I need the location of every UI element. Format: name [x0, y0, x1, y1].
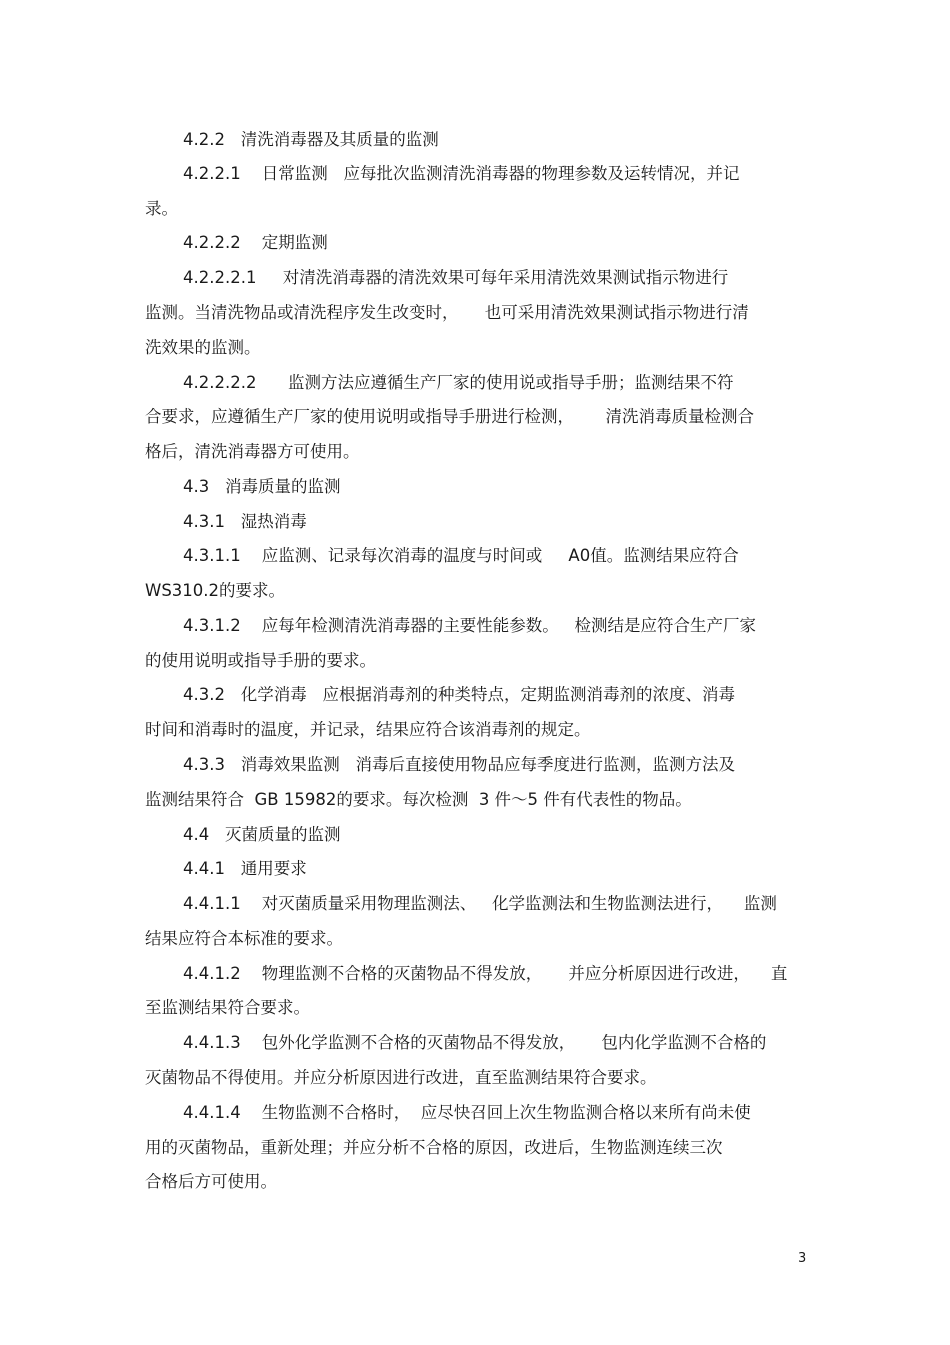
paragraph-line: 时间和消毒时的温度，并记录，结果应符合该消毒剂的规定。: [145, 720, 591, 739]
paragraph-line: 4.4.1.4 生物监测不合格时， 应尽快召回上次生物监测合格以来所有尚未使: [183, 1103, 751, 1122]
paragraph-line: 至监测结果符合要求。: [145, 998, 310, 1017]
heading-4-3: 4.3 消毒质量的监测: [183, 477, 341, 496]
paragraph-line: 4.3.1.1 应监测、记录每次消毒的温度与时间或 A0值。监测结果应符合: [183, 546, 739, 565]
paragraph-line: 的使用说明或指导手册的要求。: [145, 651, 376, 670]
paragraph-line: 4.3.1.2 应每年检测清洗消毒器的主要性能参数。 检测结是应符合生产厂家: [183, 616, 756, 635]
heading-4-4: 4.4 灭菌质量的监测: [183, 825, 341, 844]
heading-4-3-1: 4.3.1 湿热消毒: [183, 512, 307, 531]
paragraph-line: 录。: [145, 199, 178, 218]
paragraph-line: 用的灭菌物品，重新处理；并应分析不合格的原因，改进后，生物监测连续三次: [145, 1138, 723, 1157]
paragraph-line: 洗效果的监测。: [145, 338, 261, 357]
paragraph-line: WS310.2的要求。: [145, 581, 286, 600]
paragraph-line: 4.4.1.2 物理监测不合格的灭菌物品不得发放， 并应分析原因进行改进， 直: [183, 964, 788, 983]
heading-4-4-1: 4.4.1 通用要求: [183, 859, 307, 878]
page-number: 3: [798, 1251, 807, 1266]
paragraph-line: 监测。当清洗物品或清洗程序发生改变时， 也可采用清洗效果测试指示物进行清: [145, 303, 749, 322]
paragraph-line: 灭菌物品不得使用。并应分析原因进行改进，直至监测结果符合要求。: [145, 1068, 657, 1087]
heading-4-2-2: 4.2.2 清洗消毒器及其质量的监测: [183, 130, 439, 149]
paragraph-line: 监测结果符合 GB 15982的要求。每次检测 3 件～5 件有代表性的物品。: [145, 790, 692, 809]
heading-4-2-2-2: 4.2.2.2 定期监测: [183, 233, 328, 252]
paragraph-line: 4.2.2.2.2 监测方法应遵循生产厂家的使用说或指导手册；监测结果不符: [183, 373, 734, 392]
paragraph-line: 4.2.2.2.1 对清洗消毒器的清洗效果可每年采用清洗效果测试指示物进行: [183, 268, 729, 287]
paragraph-line: 合要求，应遵循生产厂家的使用说明或指导手册进行检测， 清洗消毒质量检测合: [145, 407, 754, 426]
paragraph-line: 4.4.1.1 对灭菌质量采用物理监测法、 化学监测法和生物监测法进行， 监测: [183, 894, 777, 913]
paragraph-line: 4.4.1.3 包外化学监测不合格的灭菌物品不得发放， 包内化学监测不合格的: [183, 1033, 767, 1052]
paragraph-line: 4.3.3 消毒效果监测 消毒后直接使用物品应每季度进行监测，监测方法及: [183, 755, 735, 774]
paragraph-line: 4.3.2 化学消毒 应根据消毒剂的种类特点，定期监测消毒剂的浓度、消毒: [183, 685, 735, 704]
paragraph-line: 格后，清洗消毒器方可使用。: [145, 442, 360, 461]
paragraph-line: 合格后方可使用。: [145, 1172, 277, 1191]
paragraph-line: 结果应符合本标准的要求。: [145, 929, 343, 948]
paragraph-line: 4.2.2.1 日常监测 应每批次监测清洗消毒器的物理参数及运转情况，并记: [183, 164, 740, 183]
